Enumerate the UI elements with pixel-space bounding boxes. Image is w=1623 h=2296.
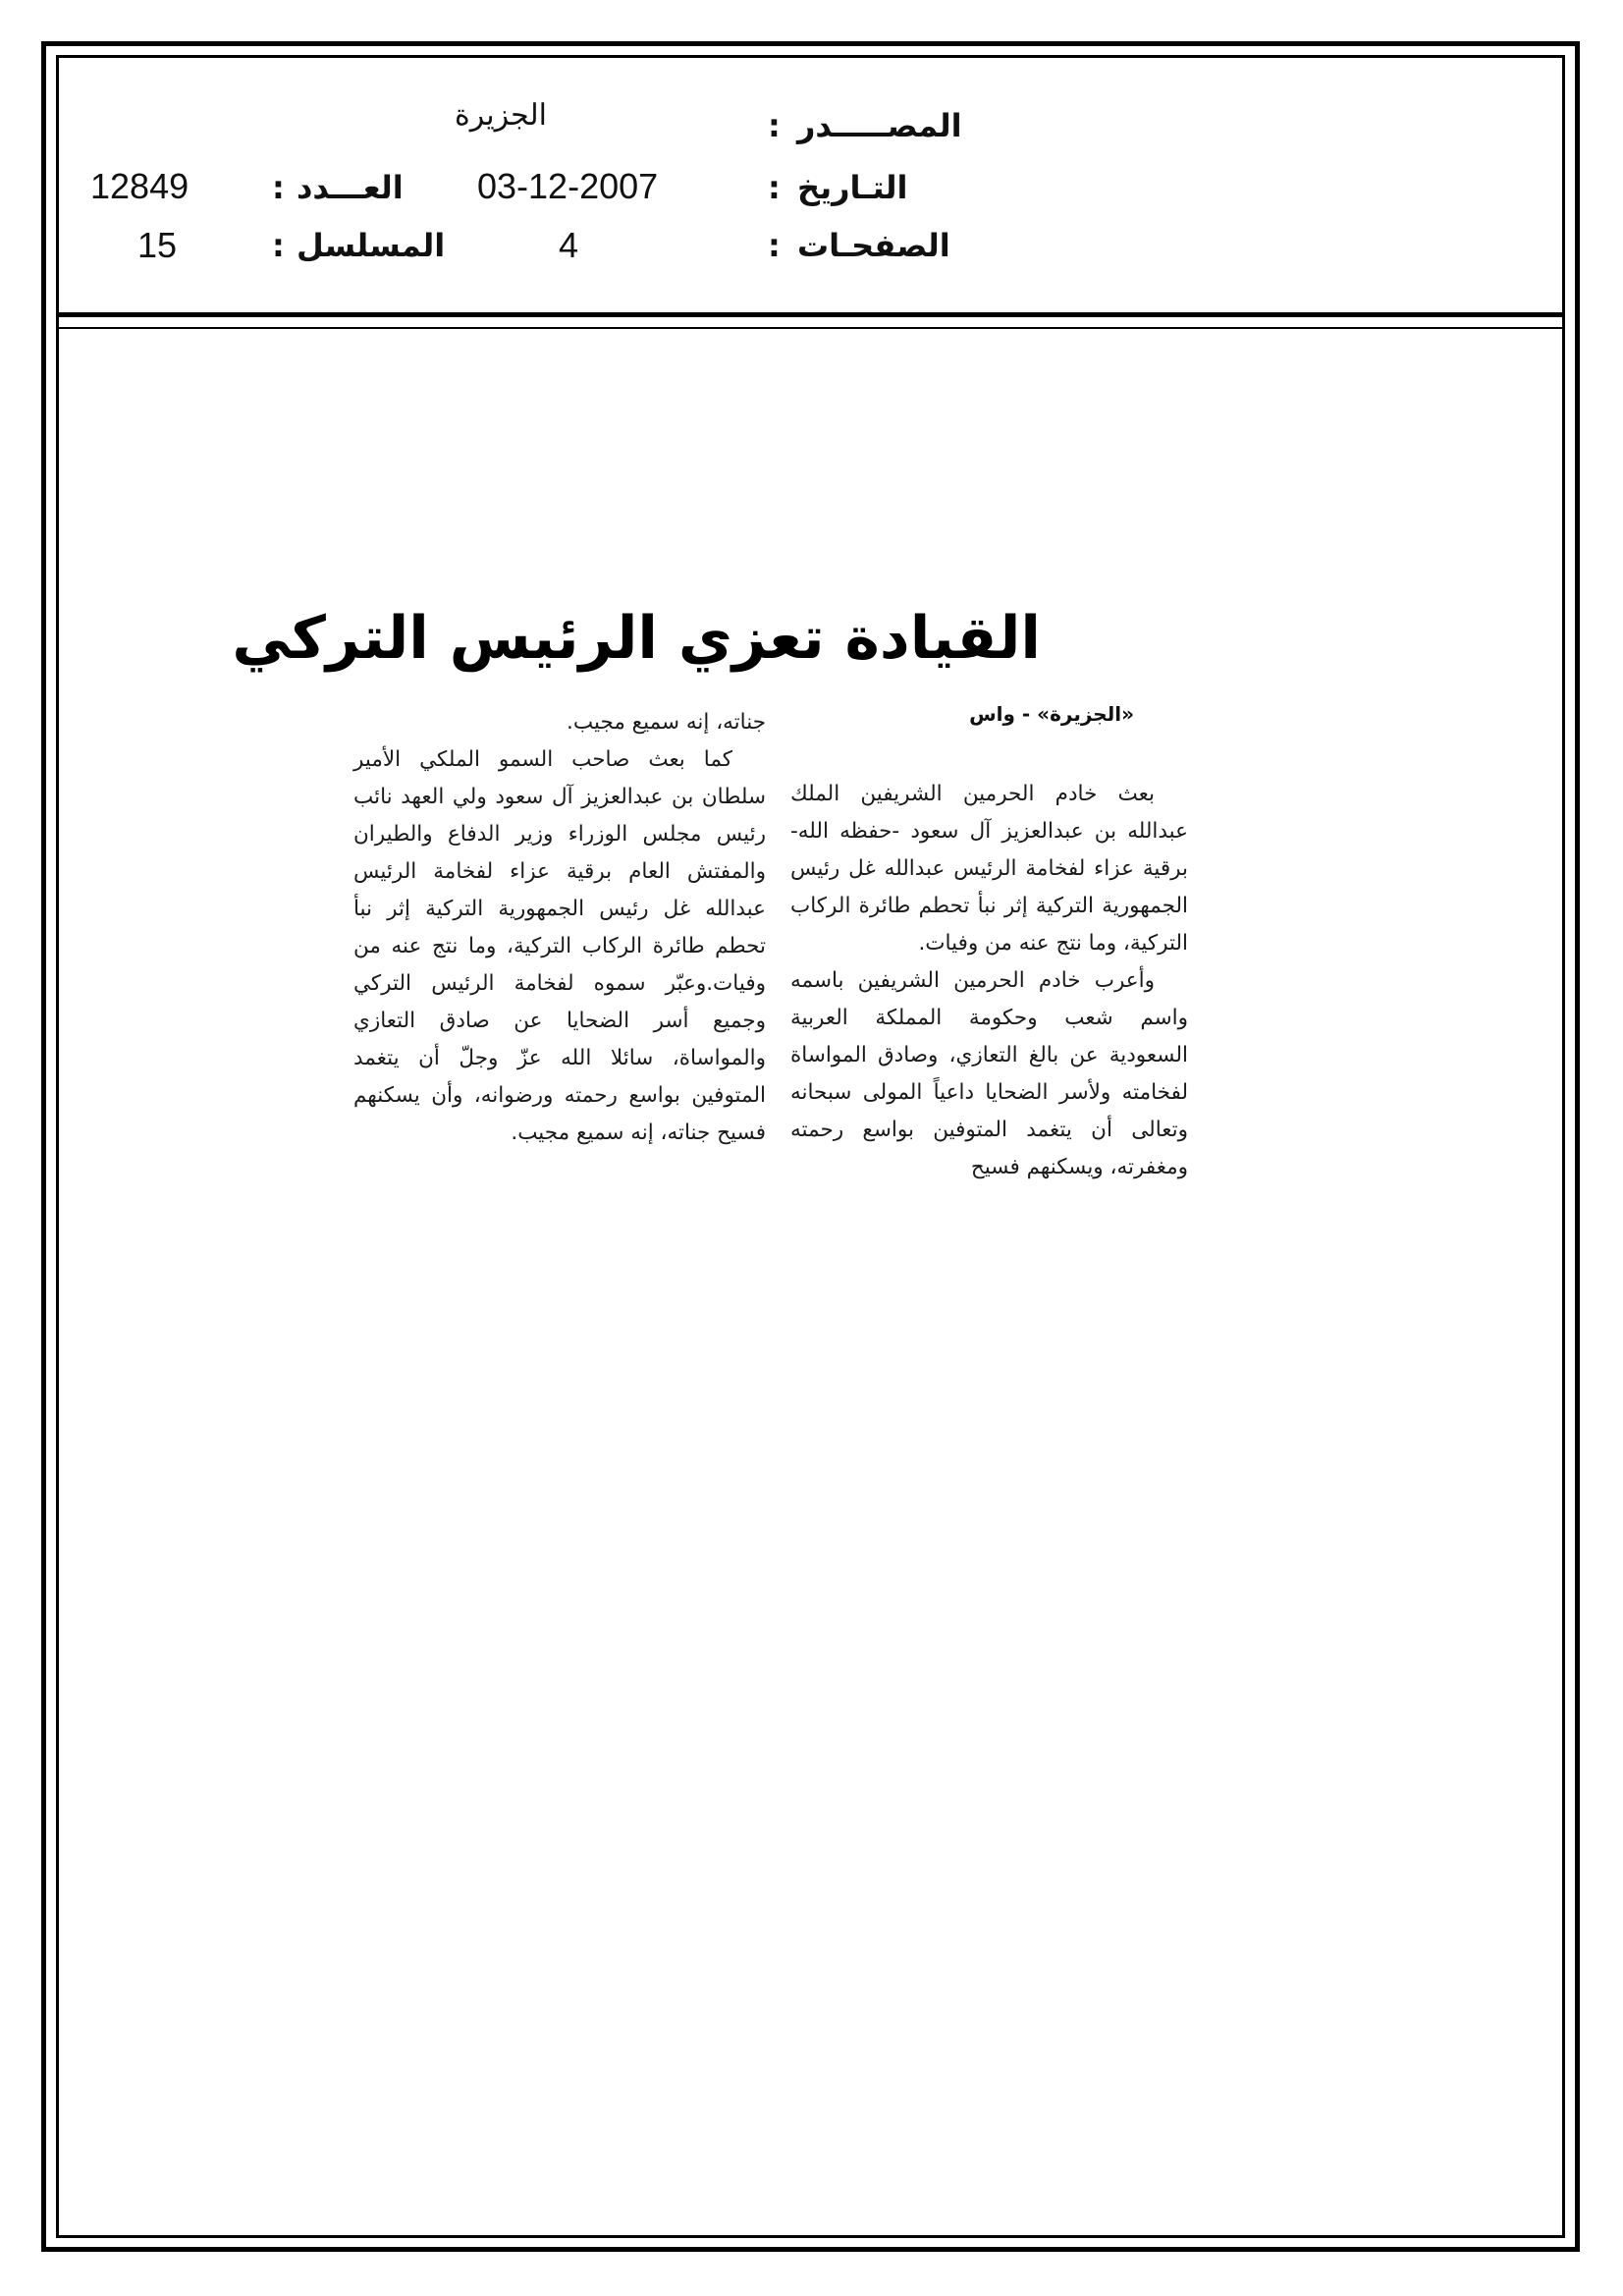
serial-label: المسلسل (297, 227, 446, 264)
header-divider (56, 312, 1565, 317)
issue-value: 12849 (90, 166, 189, 206)
serial-value: 15 (137, 225, 178, 265)
issue-label: العـــدد (297, 169, 404, 206)
date-value: 03-12-2007 (477, 166, 659, 206)
pages-value: 4 (559, 225, 579, 265)
paragraph: كما بعث صاحب السمو الملكي الأمير سلطان بن عبدالعزيز آل سعود ولي العهد نائب رئيس مجلس الوزراء وزير الدفاع والطيران والمفتش العام برقية عزاء لفخامة الرئيس عبدالله غل رئيس الجمهورية التركية إثر نبأ تحطم طائرة الركاب التركية، وما نتج عنه من وفيات.وعبّر سموه لفخامة الرئيس التركي وجميع أسر الضحايا عن صادق التعازي والمواساة، سائلا الله عزّ وجلّ أن يتغمد المتوفين بواسع رحمته ورضوانه، وأن يسكنهم فسيح جناته، إنه سميع مجيب. (353, 747, 766, 1145)
serial-colon: : (272, 227, 285, 264)
paragraph: جناته، إنه سميع مجيب. (567, 710, 766, 735)
article-byline: «الجزيرة» - واس (969, 702, 1134, 726)
header-divider-thin (56, 327, 1565, 329)
date-label: التـاريخ (797, 169, 908, 206)
source-label: المصـــــدر (797, 107, 962, 144)
issue-colon: : (272, 169, 285, 206)
pages-colon: : (768, 227, 781, 264)
source-value: الجزيرة (455, 99, 548, 132)
article-headline: القيادة تعزي الرئيس التركي (232, 604, 1041, 673)
article-column-right (790, 776, 1188, 1186)
newspaper-clipping (232, 565, 1188, 1321)
paragraph: وأعرب خادم الحرمين الشريفين باسمه واسم شعب وحكومة المملكة العربية السعودية عن بالغ التعازي، وصادق المواساة لفخامته ولأسر الضحايا داعياً المولى سبحانه وتعالى أن يتغمد المتوفين بواسع رحمته ومغفرته، ويسكنهم فسيح (790, 968, 1188, 1179)
pages-label: الصفحـات (797, 227, 950, 264)
date-colon: : (768, 169, 781, 206)
article-column-left (353, 704, 766, 1152)
paragraph: بعث خادم الحرمين الشريفين الملك عبدالله بن عبدالعزيز آل سعود -حفظه الله- برقية عزاء لفخامة الرئيس عبدالله غل رئيس الجمهورية التركية إثر نبأ تحطم طائرة الركاب التركية، وما نتج عنه من وفيات. (790, 782, 1188, 956)
source-colon: : (768, 107, 781, 144)
